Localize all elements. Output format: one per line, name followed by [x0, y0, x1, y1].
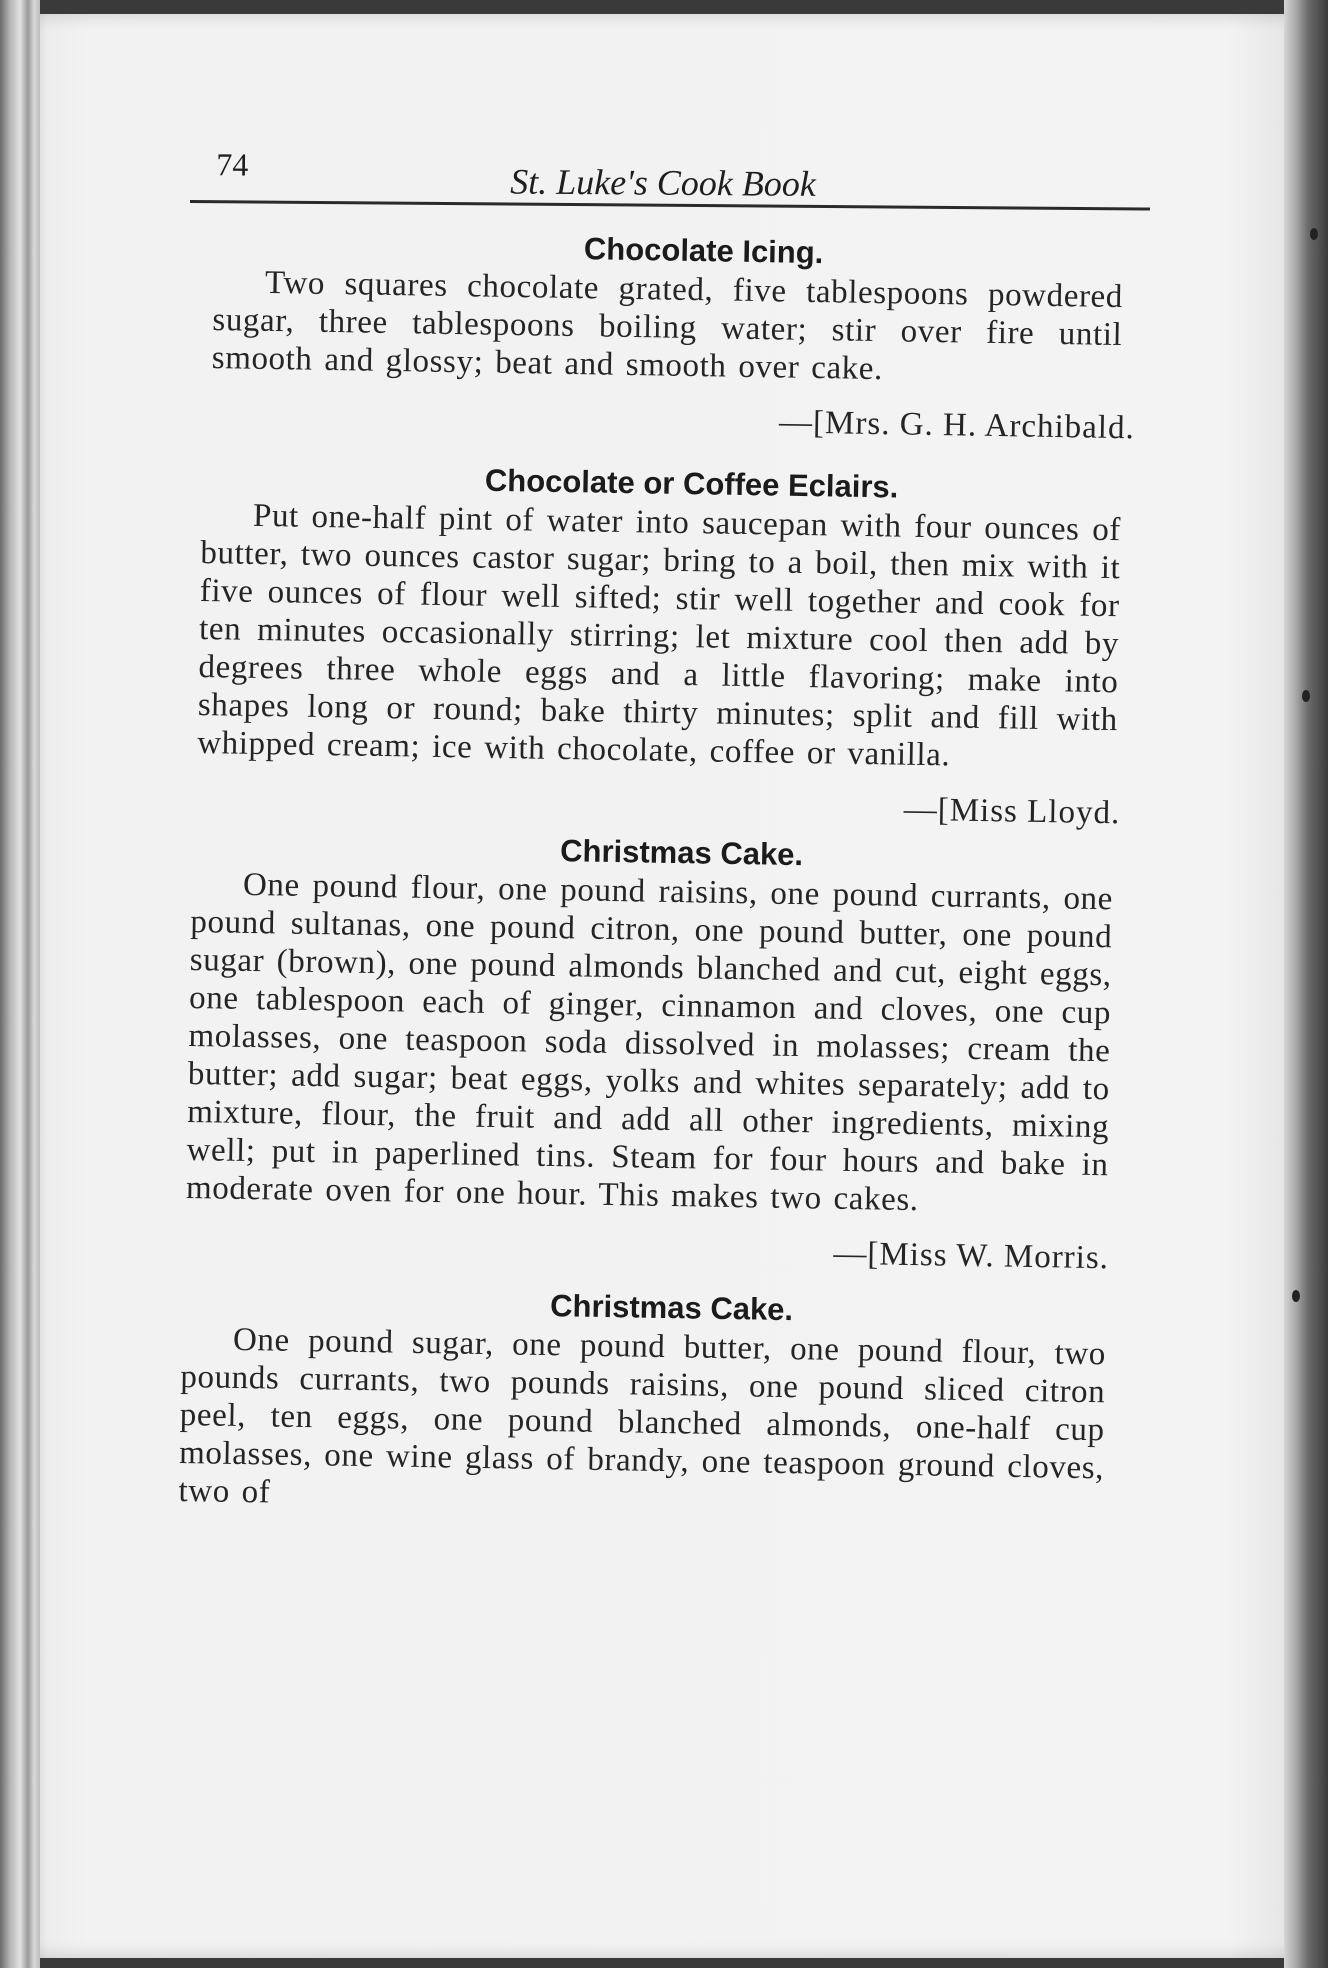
page-speck [1310, 228, 1318, 240]
recipe-chocolate-coffee-eclairs [196, 458, 1162, 833]
recipe-christmas-cake-2 [178, 1282, 1142, 1526]
recipe-body: One pound sugar, one pound butter, one pound flour, two pounds currants, two pounds raisins, one pound sliced citron peel, ten eggs, one pound blanched almonds, one-half cup molasses, one wine glass of brandy, one teaspoon ground cloves, two of [178, 1321, 1107, 1511]
recipe-chocolate-icing [211, 225, 1174, 448]
recipe-body: One pound flour, one pound raisins, one pound currants, one pound sultanas, one pound citron, one pound butter, one pound sugar (brown), one pound almonds blanched and cut, eight eggs, one tablespoon each of ginger, cinnamon and cloves, one cup molasses, one teaspoon soda dissolved in molasses; cream the butter; add sugar; beat eggs, yolks and whites separately; add to mixture, flour, the fruit and add all other ingredients, mixing well; put in paperlined tins. Steam for four hours and bake in moderate oven for one hour. This makes two cakes. [185, 866, 1114, 1219]
recipe-body: Two squares chocolate grated, five tablespoons powdered sugar, three tablespoons boiling water; stir over fire until smooth and glossy; beat and smooth over cake. [211, 264, 1124, 388]
book-page-content [178, 140, 1150, 1511]
recipe-attribution: —[Miss Lloyd. [903, 791, 1121, 832]
page-speck [1292, 1290, 1300, 1302]
recipe-christmas-cake-1 [185, 827, 1152, 1278]
recipe-body: Put one-half pint of water into saucepan with four ounces of butter, two ounces castor sugar; bring to a boil, then mix with it five ounces of flour well sifted; stir well together and cook for ten minutes occasionally stirring; let mixture cool then add by degrees three whole eggs and a little flavoring; make into shapes long or round; bake thirty minutes; split and fill with whipped cream; ice with chocolate, coffee or vanilla. [196, 497, 1122, 774]
recipe-title: Christmas Cake. [559, 833, 804, 873]
page-edge [1284, 0, 1328, 1968]
book-title: St. Luke's Cook Book [510, 161, 816, 204]
running-head [190, 140, 1150, 211]
recipe-attribution: —[Mrs. G. H. Archibald. [778, 404, 1136, 447]
recipe-title: Christmas Cake. [549, 1288, 794, 1328]
page-number: 74 [216, 146, 249, 183]
recipe-title: Chocolate or Coffee Eclairs. [484, 462, 899, 505]
recipe-attribution: —[Miss W. Morris. [833, 1235, 1110, 1277]
book-binding [0, 0, 40, 1968]
page-speck [1302, 690, 1310, 702]
recipe-title: Chocolate Icing. [583, 231, 824, 271]
